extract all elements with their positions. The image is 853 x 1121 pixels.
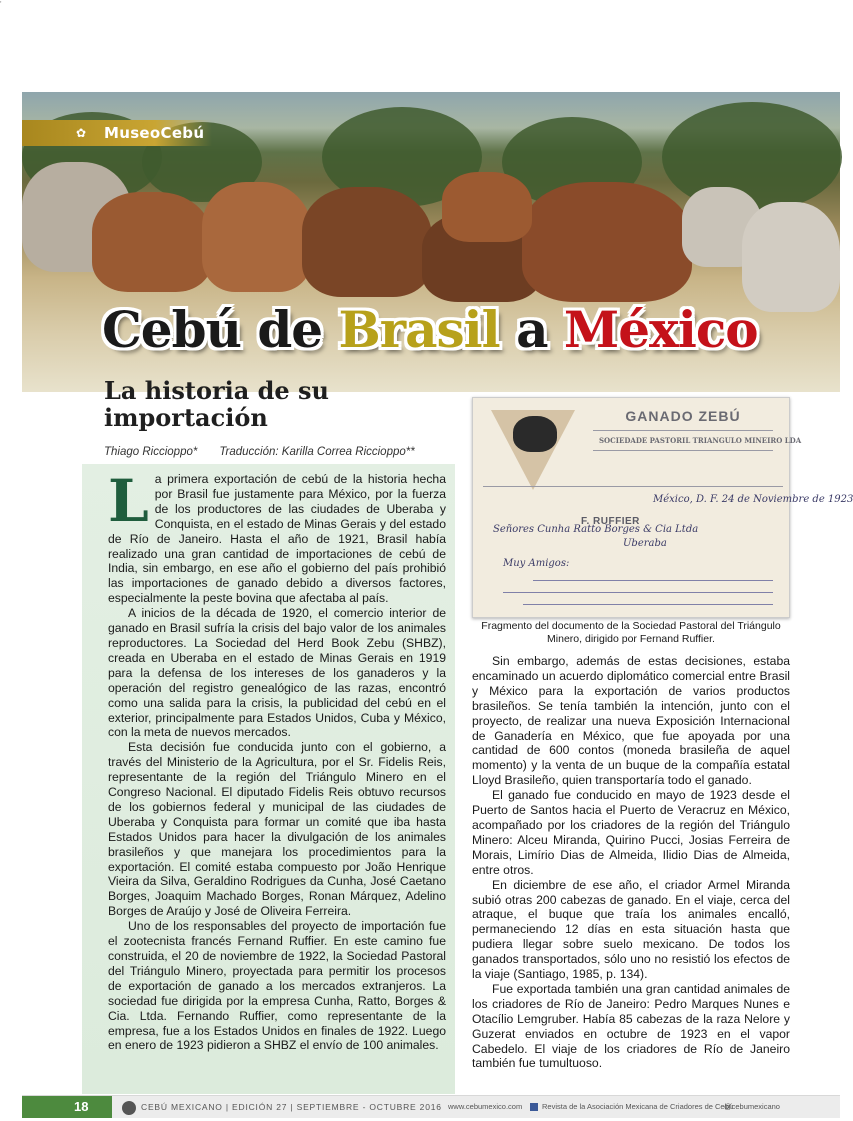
title-part-mexico: México	[563, 300, 758, 359]
author-name: Thiago Riccioppo*	[104, 446, 198, 458]
corner-mark: '	[0, 0, 2, 9]
article-page	[22, 92, 853, 1095]
document-city: Uberaba	[623, 538, 667, 549]
paragraph: En diciembre de ese año, el criador Armel Miranda subió otras 200 cabezas de ganado. En el viaje, cerca del atraque, el buque que traía los animales encalló, permaneciendo 12 días en esta situación hasta que pudiera llegar sobre suelo mexicano. De todos los ganados transportados, sólo uno no resistió los efectos de la viaje (Santiago, 1985, p. 134).	[472, 877, 790, 982]
section-tag	[22, 120, 212, 146]
facebook-icon	[530, 1103, 538, 1111]
translator-name: Traducción: Karilla Correa Riccioppo**	[219, 446, 415, 458]
document-addressee: Señores Cunha Ratto Borges & Cia Ltda	[493, 524, 699, 535]
page-footer	[22, 1095, 840, 1118]
website-link[interactable]: www.cebumexico.com	[448, 1102, 523, 1111]
title-part-cebu: Cebú de	[102, 300, 339, 359]
document-date: México, D. F. 24 de Noviembre de 1923	[653, 494, 853, 505]
document-signature-name: F. RUFFIER	[581, 516, 640, 527]
byline	[104, 446, 415, 458]
document-greeting: Muy Amigos:	[503, 558, 570, 569]
zebu-bull-icon	[513, 416, 557, 452]
paragraph: Fue exportada también una gran cantidad animales de los criadores de Río de Janeiro: Pedro Marques Nunes e Otacílio Lemgruber. Había 85 cabezas de la raza Nelore y Guzerat enviados en octubre de 1923 en el vapor Cabedelo. El viaje de los criadores de Río de Janeiro también fue tumultuoso.	[472, 981, 790, 1071]
article-title	[102, 300, 758, 359]
facebook-label: Revista de la Asociación Mexicana de Criadores de Cebú	[542, 1102, 733, 1111]
document-heading: GANADO ZEBÚ	[625, 408, 741, 424]
paragraph: Uno de los responsables del proyecto de importación fue el zootecnista francés Fernand Ruffier. En este camino fue construida, el 20 de noviembre de 1922, la Sociedad Pastoral del Triángulo Minero, proyectada para permitir los procesos de exportación de ganado a los mercados extranjeros. La sociedad fue dirigida por la empresa Cunha, Ratto, Borges & Cia. Ltda. Fernando Ruffier, como representante de la empresa, fue a los Estados Unidos en finales de 1922. Luego en enero de 1923 pidieron a SHBZ el envío de 100 animales.	[108, 919, 446, 1053]
magazine-edition: CEBÚ MEXICANO | EDICIÓN 27 | SEPTIEMBRE - OCTUBRE 2016	[141, 1102, 442, 1112]
title-part-a: a	[499, 300, 564, 359]
paragraph: a primera exportación de cebú de la historia hecha por Brasil fue justamente para México, por la fuerza de los productores de las ciudades de Uberaba y Conquista, en el estado de Minas Gerais y del estado de Río de Janeiro. Hasta el año de 1921, Brasil había realizado una gran cantidad de importaciones de cebú de India, sin embargo, en ese año el gobierno del país prohibió las importaciones de ganado debido a diversos factores, especialmente la peste bovina que afectaba al país.	[108, 472, 446, 606]
document-company: SOCIEDADE PASTORIL TRIANGULO MINEIRO LDA	[599, 436, 802, 445]
title-part-brasil: Brasil	[338, 300, 500, 359]
cebu-logo-icon: ✿	[76, 126, 87, 140]
historic-document-image	[472, 397, 853, 618]
paragraph: Esta decisión fue conducida junto con el gobierno, a través del Ministerio de la Agricultura, por el Sr. Fidelis Reis, representante de la región del Triángulo Minero en el Congreso Nacional. El diputado Fidelis Reis obtuvo recursos de los gobiernos federal y municipal de las ciudades de Uberaba y Conquista para formar un comité que iba hasta Estados Unidos para hacer la divulgación de los animales brasileños y que manejara los procedimientos para la exportación. El comité estaba compuesto por João Henrique Vieira da Silva, Geraldino Rodrigues da Cunha, José Caetano Borges, Joaquim Machado Borges, Ronan Márquez, Adelino Borges de Araújo y José de Oliveira Ferreira.	[108, 740, 446, 919]
drop-cap: L	[108, 467, 149, 535]
section-name: MuseoCebú	[104, 124, 205, 142]
twitter-handle[interactable]: @cebumexicano	[724, 1102, 780, 1111]
paragraph: Sin embargo, además de estas decisiones, estaba encaminado un acuerdo diplomático comercial entre Brasil y México para la exportación de varios productos brasileños. Se tenía también la intención, junto con el proyecto, de realizar una nueva Exposición Internacional de Ganadería en México, que fue apoyada por una cantidad de 600 contos (moneda brasileña de aquel momento) y la venta de un buque de la compañía estatal Lloyd Brasileño, quien transportaría todo el ganado.	[472, 654, 790, 788]
magazine-info	[122, 1096, 442, 1118]
right-column	[472, 654, 790, 1071]
paragraph: El ganado fue conducido en mayo de 1923 desde el Puerto de Santos hacia el Puerto de Veracruz en México, acompañado por los criadores de la región del Triángulo Minero: Alceu Miranda, Quirino Pucci, Josias Ferreira de Morais, Limírio Dias de Almeida, Ilidio Dias de Almeida, entre otros.	[472, 788, 790, 877]
page-number: 18	[22, 1096, 112, 1118]
image-caption: Fragmento del documento de la Sociedad Pastoral del Triángulo Minero, dirigido por Fernand Ruffier.	[481, 620, 781, 645]
article-subtitle: La historia de su importación	[104, 376, 329, 432]
facebook-link[interactable]	[530, 1096, 733, 1118]
magazine-logo-icon	[122, 1101, 136, 1115]
paragraph: A inicios de la década de 1920, el comercio interior de ganado en Brasil sufría la crisis del bajo valor de los animales reproductores. La Sociedad del Herd Book Zebu (SHBZ), creada en Uberaba en el estado de Minas Gerais en 1919 para la defensa de los intereses de los ganaderos y la operación del registro genealógico de las razas, encontró como una salida para la crisis, la publicidad del cebú en el exterior, principalmente para Estados Unidos, Cuba y México, con la meta de nuevos mercados.	[108, 606, 446, 740]
left-column	[82, 464, 455, 1094]
